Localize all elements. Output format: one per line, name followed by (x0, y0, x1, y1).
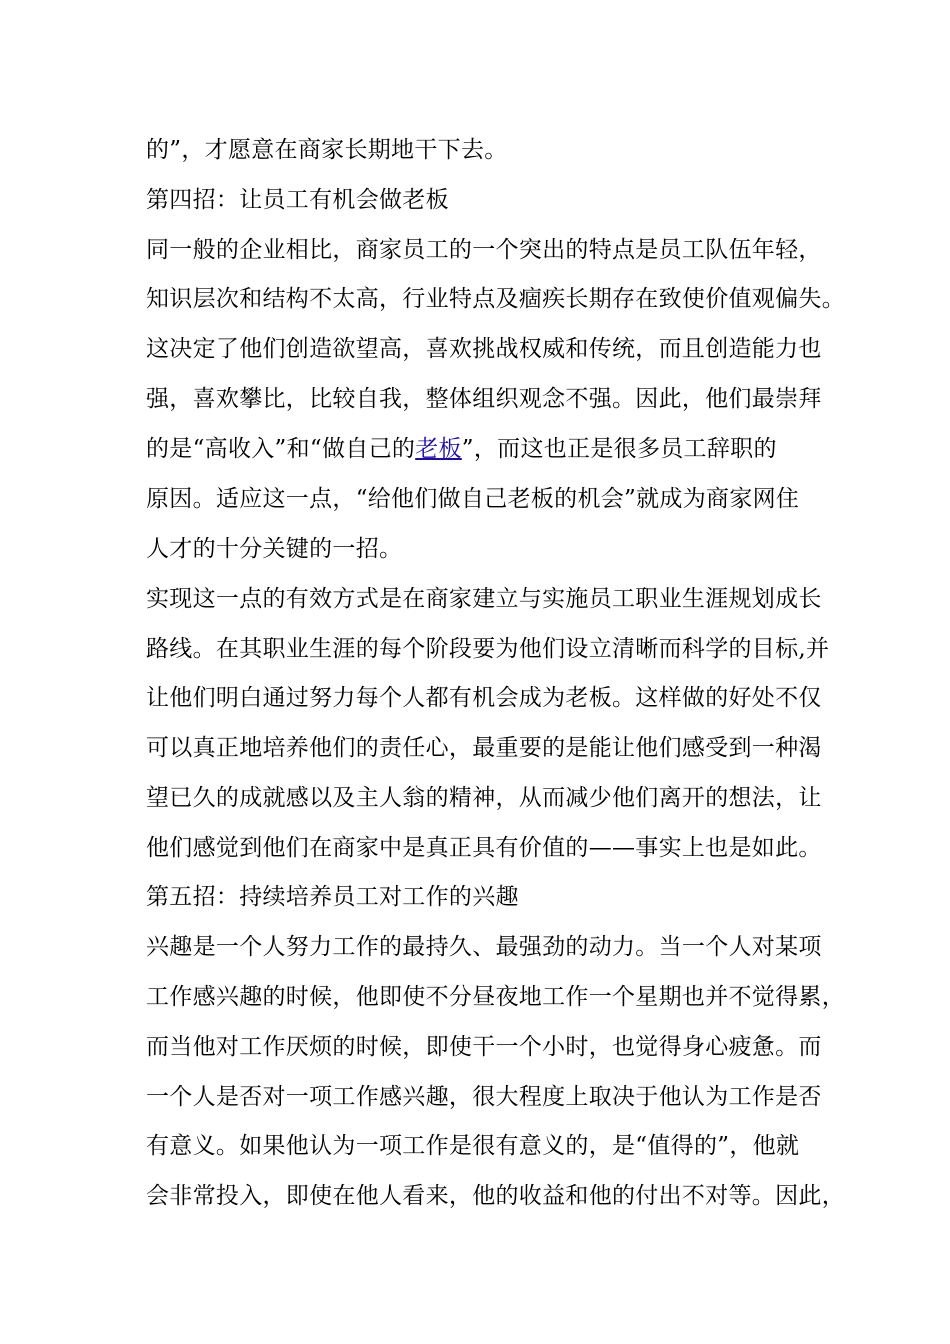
text-segment: ”，而这也正是很多员工辞职的 (461, 436, 777, 462)
text-line: 兴趣是一个人努力工作的最持久、最强劲的动力。当一个人对某项 (146, 934, 822, 960)
text-line: 同一般的企业相比，商家员工的一个突出的特点是员工队伍年轻， (146, 237, 822, 263)
section-heading: 第四招：让员工有机会做老板 (146, 187, 449, 213)
text-line: 原因。适应这一点，“给他们做自己老板的机会”就成为商家网住 (146, 486, 800, 512)
text-line: 有意义。如果他认为一项工作是很有意义的，是“值得的”，他就 (146, 1133, 800, 1159)
text-line: 的”，才愿意在商家长期地干下去。 (146, 137, 508, 163)
text-line: 强，喜欢攀比，比较自我，整体组织观念不强。因此，他们最崇拜 (146, 386, 822, 412)
text-line: 知识层次和结构不太高，行业特点及痼疾长期存在致使价值观偏失。 (146, 286, 845, 312)
text-line: 望已久的成就感以及主人翁的精神，从而减少他们离开的想法，让 (146, 785, 822, 811)
text-line: 人才的十分关键的一招。 (146, 536, 403, 562)
section-heading: 第五招：持续培养员工对工作的兴趣 (146, 884, 519, 910)
text-line: 工作感兴趣的时候，他即使不分昼夜地工作一个星期也并不觉得累， (146, 984, 845, 1010)
text-segment: 的是“高收入”和“做自己的 (146, 436, 416, 462)
text-line: 实现这一点的有效方式是在商家建立与实施员工职业生涯规划成长 (146, 586, 822, 612)
laoban-link[interactable]: 老板 (415, 436, 462, 462)
text-line: 让他们明白通过努力每个人都有机会成为老板。这样做的好处不仅 (146, 685, 822, 711)
text-line: 这决定了他们创造欲望高，喜欢挑战权威和传统，而且创造能力也 (146, 336, 822, 362)
text-line-with-link (146, 434, 777, 464)
text-line: 而当他对工作厌烦的时候，即使干一个小时，也觉得身心疲惫。而 (146, 1034, 822, 1060)
text-line: 会非常投入，即使在他人看来，他的收益和他的付出不对等。因此， (146, 1183, 845, 1209)
text-line: 可以真正地培养他们的责任心，最重要的是能让他们感受到一种渴 (146, 735, 822, 761)
text-line: 他们感觉到他们在商家中是真正具有价值的——事实上也是如此。 (146, 835, 822, 861)
text-line: 一个人是否对一项工作感兴趣，很大程度上取决于他认为工作是否 (146, 1084, 822, 1110)
text-line: 路线。在其职业生涯的每个阶段要为他们设立清晰而科学的目标,并 (146, 636, 830, 662)
